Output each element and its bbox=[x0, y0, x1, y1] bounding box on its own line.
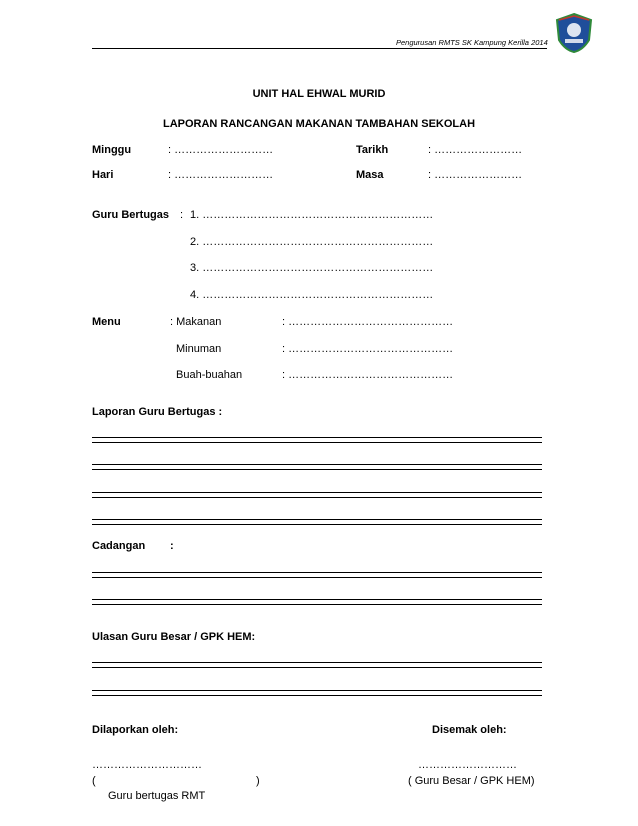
writing-line bbox=[92, 464, 542, 470]
tarikh-value: : …………………… bbox=[428, 144, 523, 156]
laporan-label: Laporan Guru Bertugas : bbox=[92, 406, 223, 418]
menu-item-name: Buah-buahan bbox=[176, 369, 243, 381]
menu-item-name: Minuman bbox=[176, 343, 222, 355]
right-signature-dots: ……………………… bbox=[418, 759, 517, 771]
cadangan-label: Cadangan bbox=[92, 540, 146, 552]
hari-value: : ……………………… bbox=[168, 169, 274, 181]
masa-value: : …………………… bbox=[428, 169, 523, 181]
disemak-label: Disemak oleh: bbox=[432, 724, 507, 736]
menu-item-name: : Makanan bbox=[170, 316, 222, 328]
left-signature-dots: ………………………… bbox=[92, 759, 202, 771]
minggu-value: : ……………………… bbox=[168, 144, 274, 156]
writing-line bbox=[92, 599, 542, 605]
hari-label: Hari bbox=[92, 169, 114, 181]
writing-line bbox=[92, 437, 542, 443]
report-title: LAPORAN RANCANGAN MAKANAN TAMBAHAN SEKOLAH bbox=[162, 118, 476, 130]
guru-bertugas-colon: : bbox=[180, 209, 184, 221]
header-divider bbox=[92, 48, 547, 49]
writing-line bbox=[92, 519, 542, 525]
writing-line bbox=[92, 572, 542, 578]
header-text: Pengurusan RMTS SK Kampung Kerilla 2014 bbox=[396, 38, 548, 47]
masa-label: Masa bbox=[356, 169, 384, 181]
left-bracket-open: ( bbox=[92, 775, 96, 787]
dilaporkan-label: Dilaporkan oleh: bbox=[92, 724, 179, 736]
tarikh-label: Tarikh bbox=[356, 144, 389, 156]
left-role: Guru bertugas RMT bbox=[108, 790, 206, 802]
left-bracket-close: ) bbox=[256, 775, 260, 787]
school-crest-icon bbox=[553, 12, 595, 54]
menu-item-value: : ……………………………………… bbox=[282, 343, 454, 355]
cadangan-colon: : bbox=[170, 540, 174, 552]
right-role: ( Guru Besar / GPK HEM) bbox=[408, 775, 535, 787]
menu-item-value: : ……………………………………… bbox=[282, 316, 454, 328]
ulasan-label: Ulasan Guru Besar / GPK HEM: bbox=[92, 631, 256, 643]
minggu-label: Minggu bbox=[92, 144, 132, 156]
writing-line bbox=[92, 662, 542, 668]
guru-line: 3. ……………………………………………………… bbox=[190, 262, 434, 274]
guru-line: 4. ……………………………………………………… bbox=[190, 289, 434, 301]
writing-line bbox=[92, 690, 542, 696]
guru-line: 2. ……………………………………………………… bbox=[190, 236, 434, 248]
menu-label: Menu bbox=[92, 316, 121, 328]
menu-item-value: : ……………………………………… bbox=[282, 369, 454, 381]
guru-line: 1. ……………………………………………………… bbox=[190, 209, 434, 221]
guru-bertugas-label: Guru Bertugas bbox=[92, 209, 170, 221]
unit-title: UNIT HAL EHWAL MURID bbox=[252, 88, 386, 100]
writing-line bbox=[92, 492, 542, 498]
